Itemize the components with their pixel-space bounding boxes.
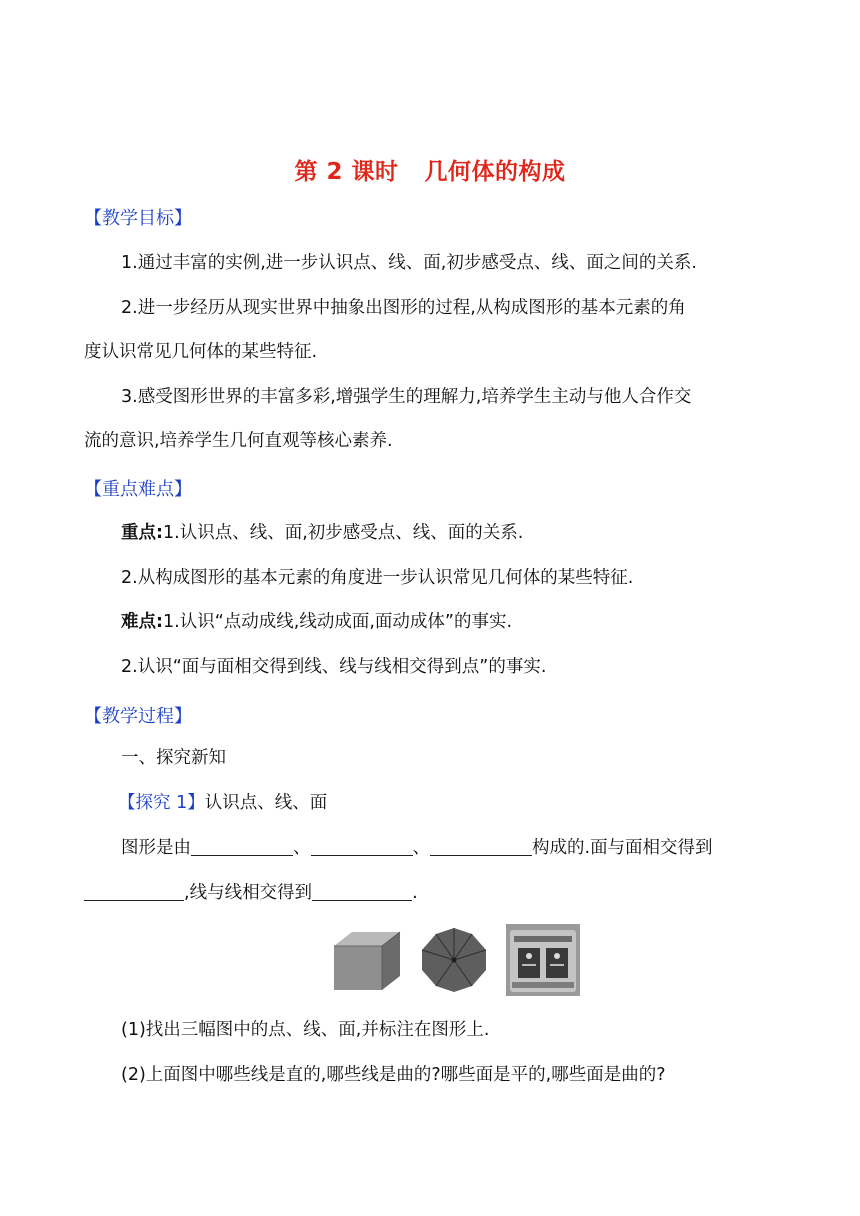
answer-blank-4[interactable]	[84, 882, 184, 901]
difficulty-label: 难点:	[121, 612, 163, 632]
objective-3-line1: 3.感受图形世界的丰富多彩,增强学生的理解力,培养学生主动与他人合作交	[121, 387, 692, 407]
fill-line-2	[84, 882, 418, 904]
answer-blank-3[interactable]	[430, 837, 532, 856]
objective-2-line1: 2.进一步经历从现实世界中抽象出图形的过程,从构成图形的基本元素的角	[121, 298, 686, 318]
section-key-points: 【重点难点】	[84, 479, 192, 500]
focus-label: 重点:	[121, 523, 163, 543]
section-process: 【教学过程】	[84, 706, 192, 727]
objective-3-line2: 流的意识,培养学生几何直观等核心素养.	[84, 431, 393, 451]
focus-text-1: 1.认识点、线、面,初步感受点、线、面的关系.	[163, 523, 524, 543]
section-objectives: 【教学目标】	[84, 208, 192, 229]
box-image	[330, 924, 402, 996]
fill-mid-text: 构成的.面与面相交得到	[532, 838, 713, 858]
focus-line-2: 2.从构成图形的基本元素的角度进一步认识常见几何体的某些特征.	[121, 568, 634, 588]
difficulty-text-1: 1.认识“点动成线,线动成面,面动成体”的事实.	[163, 612, 513, 632]
objective-1: 1.通过丰富的实例,进一步认识点、线、面,初步感受点、线、面之间的关系.	[121, 253, 697, 273]
answer-blank-2[interactable]	[311, 837, 413, 856]
separator-1: 、	[293, 838, 311, 858]
process-part1: 一、探究新知	[121, 748, 226, 768]
fill-start-text: 图形是由	[121, 838, 191, 858]
objective-2-line2: 度认识常见几何体的某些特征.	[84, 342, 318, 362]
difficulty-line-2: 2.认识“面与面相交得到线、线与线相交得到点”的事实.	[121, 657, 547, 677]
explore-tag: 【探究 1】	[118, 793, 205, 813]
explore-title: 认识点、线、面	[204, 793, 328, 813]
question-2: (2)上面图中哪些线是直的,哪些线是曲的?哪些面是平的,哪些面是曲的?	[121, 1065, 666, 1085]
difficulty-line-1	[121, 611, 512, 633]
question-1: (1)找出三幅图中的点、线、面,并标注在图形上.	[121, 1020, 490, 1040]
separator-2: 、	[412, 838, 430, 858]
explore-heading	[118, 792, 327, 814]
title-topic: 几何体的构成	[424, 159, 566, 185]
umbrella-image	[416, 924, 492, 996]
page-title	[0, 153, 860, 186]
title-lesson: 第 2 课时	[294, 159, 399, 185]
answer-blank-5[interactable]	[312, 882, 412, 901]
fill-mid2-text: ,线与线相交得到	[184, 883, 313, 903]
focus-line-1	[121, 522, 523, 544]
recycling-bin-image	[506, 924, 580, 996]
answer-blank-1[interactable]	[191, 837, 293, 856]
fill-line-1	[121, 837, 713, 859]
fill-end-text: .	[412, 883, 418, 903]
